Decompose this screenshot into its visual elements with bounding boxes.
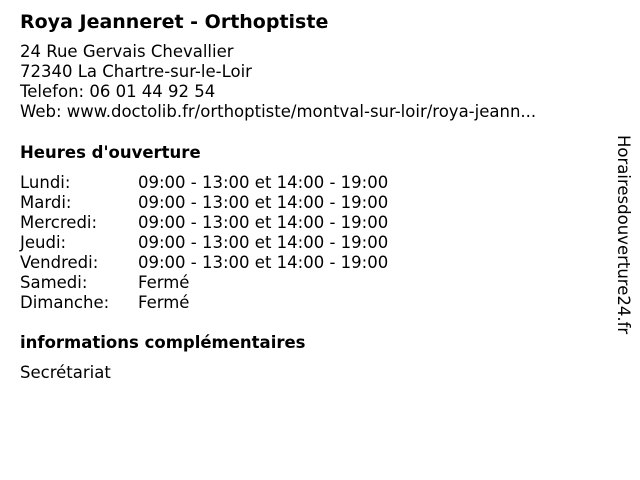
day-hours: 09:00 - 13:00 et 14:00 - 19:00 xyxy=(138,193,389,212)
hours-row-samedi xyxy=(20,273,610,293)
opening-hours-table xyxy=(20,173,610,313)
address-block xyxy=(20,42,610,122)
hours-row-dimanche xyxy=(20,293,610,313)
day-hours: 09:00 - 13:00 et 14:00 - 19:00 xyxy=(138,253,389,272)
day-label: Mercredi: xyxy=(20,213,98,232)
hours-row-lundi xyxy=(20,173,610,193)
day-hours: 09:00 - 13:00 et 14:00 - 19:00 xyxy=(138,233,389,252)
additional-info-text: Secrétariat xyxy=(20,363,111,382)
site-watermark: Horairesdouverture24.fr xyxy=(614,135,633,335)
website-link[interactable]: Web: www.doctolib.fr/orthoptiste/montval-sur-loir/roya-jeann... xyxy=(20,102,537,121)
day-hours: 09:00 - 13:00 et 14:00 - 19:00 xyxy=(138,173,389,192)
phone-number: Telefon: 06 01 44 92 54 xyxy=(20,82,216,101)
street-address: 24 Rue Gervais Chevallier xyxy=(20,42,234,61)
additional-info-heading: informations complémentaires xyxy=(20,333,306,352)
city-address: 72340 La Chartre-sur-le-Loir xyxy=(20,62,252,81)
day-label: Jeudi: xyxy=(20,233,67,252)
hours-row-mardi xyxy=(20,193,610,213)
day-hours: Fermé xyxy=(138,273,190,292)
day-label: Samedi: xyxy=(20,273,88,292)
day-label: Dimanche: xyxy=(20,293,110,312)
opening-hours-card xyxy=(20,10,610,383)
hours-row-jeudi xyxy=(20,233,610,253)
hours-row-mercredi xyxy=(20,213,610,233)
day-label: Mardi: xyxy=(20,193,72,212)
day-hours: Fermé xyxy=(138,293,190,312)
day-hours: 09:00 - 13:00 et 14:00 - 19:00 xyxy=(138,213,389,232)
opening-hours-heading: Heures d'ouverture xyxy=(20,143,201,162)
page-title: Roya Jeanneret - Orthoptiste xyxy=(20,11,329,33)
day-label: Lundi: xyxy=(20,173,71,192)
hours-row-vendredi xyxy=(20,253,610,273)
day-label: Vendredi: xyxy=(20,253,99,272)
